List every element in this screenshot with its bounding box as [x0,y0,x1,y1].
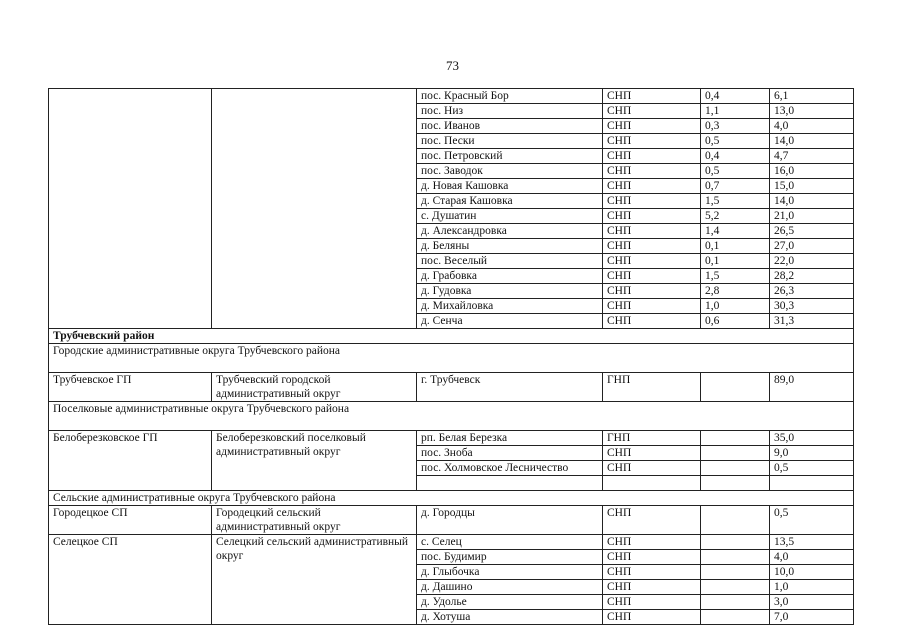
settlement-type: СНП [603,595,701,610]
value2-cell: 0,5 [770,506,854,535]
settlement-type: СНП [603,134,701,149]
settlement-name: д. Сенча [417,314,603,329]
settlement-type: СНП [603,209,701,224]
settlement-type: СНП [603,269,701,284]
table-row [49,535,854,550]
okrug-cell [212,89,417,329]
value2-cell: 4,7 [770,149,854,164]
municipality-name: Селецкое СП [49,535,212,625]
top-rows [49,89,854,329]
settlement-name: д. Городцы [417,506,603,535]
value1-cell [701,565,770,580]
value2-cell: 26,3 [770,284,854,299]
value1-cell [701,373,770,402]
value2-cell: 4,0 [770,119,854,134]
value2-cell: 3,0 [770,595,854,610]
value2-cell: 22,0 [770,254,854,269]
settlement-name: пос. Низ [417,104,603,119]
value1-cell: 0,4 [701,149,770,164]
section-title-urban: Городские административные округа Трубчевского района [49,344,854,373]
section-title-rural: Сельские административные округа Трубчевского района [49,491,854,506]
settlement-type: СНП [603,461,701,476]
settlement-name: д. Удолье [417,595,603,610]
settlement-type: СНП [603,535,701,550]
value1-cell [701,535,770,550]
settlement-type: СНП [603,565,701,580]
value1-cell: 0,7 [701,179,770,194]
value1-cell: 0,4 [701,89,770,104]
settlement-type: СНП [603,149,701,164]
okrug-name: Белоберезковский поселковый административный округ [212,431,417,491]
value2-cell: 14,0 [770,194,854,209]
value2-cell: 21,0 [770,209,854,224]
value2-cell: 13,5 [770,535,854,550]
settlement-name: д. Михайловка [417,299,603,314]
settlement-name: пос. Петровский [417,149,603,164]
value1-cell [701,580,770,595]
value2-cell: 27,0 [770,239,854,254]
settlement-name: д. Хотуша [417,610,603,625]
value2-cell: 26,5 [770,224,854,239]
settlement-name: пос. Веселый [417,254,603,269]
table-row [49,506,854,535]
settlement-name: пос. Иванов [417,119,603,134]
settlement-name: с. Душатин [417,209,603,224]
okrug-name: Городецкий сельский административный округ [212,506,417,535]
settlement-name: д. Глыбочка [417,565,603,580]
value1-cell [701,446,770,461]
okrug-name: Трубчевский городской административный округ [212,373,417,402]
settlement-name: пос. Пески [417,134,603,149]
table-row [49,431,854,446]
settlement-type: ГНП [603,431,701,446]
value1-cell: 1,5 [701,194,770,209]
settlement-name: пос. Зноба [417,446,603,461]
value2-cell: 35,0 [770,431,854,446]
table-row [49,89,854,104]
district-row [49,329,854,344]
value2-cell: 13,0 [770,104,854,119]
value2-cell: 4,0 [770,550,854,565]
settlement-name: д. Новая Кашовка [417,179,603,194]
settlement-name: д. Александровка [417,224,603,239]
settlement-name: пос. Холмовское Лесничество [417,461,603,476]
settlement-name: д. Дашино [417,580,603,595]
value2-cell: 31,3 [770,314,854,329]
table-row [49,373,854,402]
settlement-type: СНП [603,89,701,104]
settlement-type: СНП [603,506,701,535]
settlement-type: СНП [603,194,701,209]
value2-cell: 1,0 [770,580,854,595]
settlement-type: СНП [603,164,701,179]
value1-cell [701,461,770,476]
value2-cell: 30,3 [770,299,854,314]
settlement-type: СНП [603,239,701,254]
value1-cell: 2,8 [701,284,770,299]
value1-cell [701,506,770,535]
municipality-name: Городецкое СП [49,506,212,535]
municipality-name: Трубчевское ГП [49,373,212,402]
section-row-urban [49,344,854,373]
settlement-type: СНП [603,104,701,119]
settlement-type: СНП [603,299,701,314]
settlement-name: д. Грабовка [417,269,603,284]
settlement-type: СНП [603,254,701,269]
value2-cell: 15,0 [770,179,854,194]
value1-cell: 1,4 [701,224,770,239]
settlement-type: СНП [603,580,701,595]
value2-cell: 7,0 [770,610,854,625]
empty-cell [770,476,854,491]
value2-cell: 10,0 [770,565,854,580]
okrug-name: Селецкий сельский административный округ [212,535,417,625]
value2-cell: 6,1 [770,89,854,104]
settlement-type: ГНП [603,373,701,402]
empty-cell [603,476,701,491]
value2-cell: 28,2 [770,269,854,284]
value1-cell [701,431,770,446]
section-row-settlement [49,402,854,431]
settlement-type: СНП [603,550,701,565]
value1-cell: 1,0 [701,299,770,314]
settlement-type: СНП [603,610,701,625]
value2-cell: 14,0 [770,134,854,149]
value2-cell: 9,0 [770,446,854,461]
value1-cell: 0,5 [701,164,770,179]
settlement-type: СНП [603,224,701,239]
value1-cell [701,550,770,565]
value1-cell: 0,6 [701,314,770,329]
page-number: 73 [446,58,459,73]
settlement-type: СНП [603,179,701,194]
value2-cell: 0,5 [770,461,854,476]
value2-cell: 16,0 [770,164,854,179]
settlement-name: с. Селец [417,535,603,550]
section-row-rural [49,491,854,506]
value1-cell: 0,1 [701,254,770,269]
value1-cell: 0,3 [701,119,770,134]
settlement-type: СНП [603,314,701,329]
value1-cell [701,595,770,610]
value2-cell: 89,0 [770,373,854,402]
settlement-name: пос. Будимир [417,550,603,565]
settlement-name: д. Старая Кашовка [417,194,603,209]
section-title-settlement: Поселковые административные округа Трубчевского района [49,402,854,431]
district-title: Трубчевский район [49,329,854,344]
settlement-name: д. Гудовка [417,284,603,299]
settlement-type: СНП [603,446,701,461]
settlement-name: д. Беляны [417,239,603,254]
value1-cell: 1,1 [701,104,770,119]
municipality-name: Белоберезковское ГП [49,431,212,491]
empty-cell [417,476,603,491]
value1-cell: 5,2 [701,209,770,224]
settlement-name: пос. Красный Бор [417,89,603,104]
settlement-name: г. Трубчевск [417,373,603,402]
value1-cell: 0,5 [701,134,770,149]
settlement-type: СНП [603,119,701,134]
value1-cell: 0,1 [701,239,770,254]
settlement-type: СНП [603,284,701,299]
value1-cell [701,610,770,625]
settlements-table [48,88,854,625]
settlement-name: пос. Заводок [417,164,603,179]
empty-cell [701,476,770,491]
value1-cell: 1,5 [701,269,770,284]
municipality-cell [49,89,212,329]
settlement-name: рп. Белая Березка [417,431,603,446]
